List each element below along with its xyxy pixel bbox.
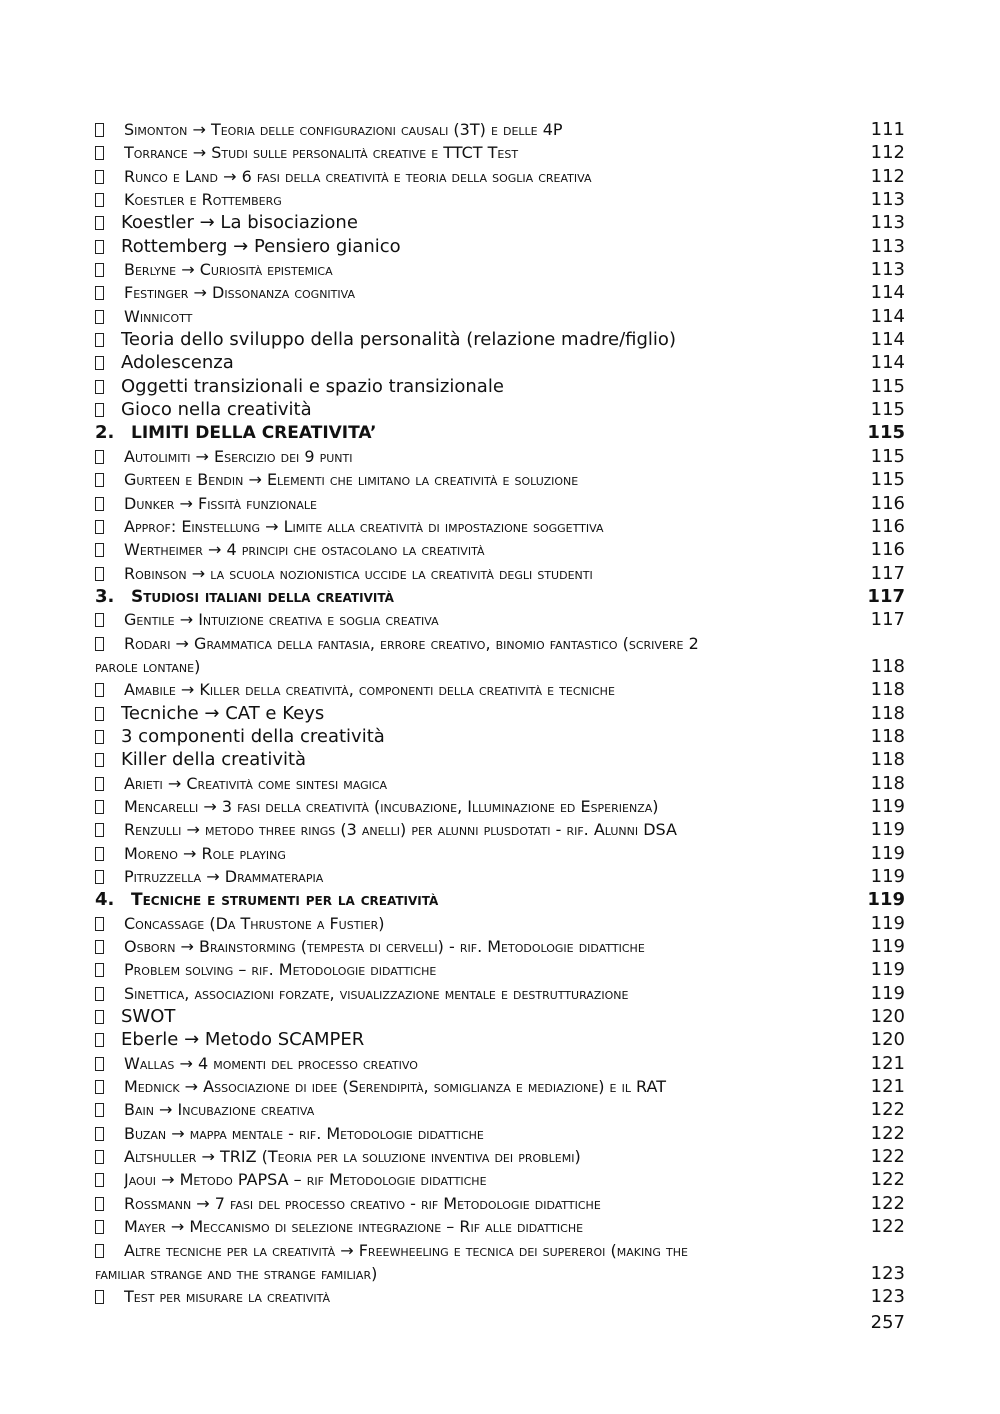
bullet-square-icon [95,1127,104,1141]
toc-section-heading[interactable] [95,888,905,911]
bullet-square-icon [95,1057,104,1071]
section-title: LIMITI DELLA CREATIVITA’ [131,423,377,444]
toc-entry-title: Mencarelli → 3 fasi della creatività (incubazione, Illuminazione ed Esperienza) [124,796,659,816]
bullet-square-icon [95,543,104,557]
toc-entry-title: Mednick → Associazione di idee (Serendipità, somiglianza e mediazione) e il RAT [124,1077,666,1097]
toc-entry-page-number: 118 [870,725,905,747]
toc-entry-page-number: 122 [870,1146,905,1168]
toc-entry-title: Killer della creatività [121,749,307,771]
toc-entry[interactable] [95,702,905,725]
toc-entry-page-number: 114 [870,352,905,374]
toc-entry-title: Renzulli → metodo three rings (3 anelli) per alunni plusdotati - rif. Alunni DSA [124,820,677,840]
toc-entry-page-number: 119 [870,795,905,817]
bullet-square-icon [95,380,104,394]
toc-entry-page-number: 115 [870,375,905,397]
toc-entry-title: Approf: Einstellung → Limite alla creatività di impostazione soggettiva [124,516,604,536]
toc-entry-page-number: 113 [870,189,905,211]
toc-entry[interactable] [95,281,905,304]
bullet-square-icon [95,450,104,464]
bullet-square-icon [95,940,104,954]
bullet-square-icon [95,123,104,137]
toc-entry-title: Tecniche → CAT e Keys [121,702,325,724]
bullet-square-icon [95,730,104,744]
toc-entry-title-continued: parole lontane) [95,656,201,676]
toc-entry-title: Test per misurare la creatività [124,1287,331,1307]
toc-entry[interactable] [95,1215,905,1238]
toc-entry-page-number: 123 [870,1262,905,1284]
bullet-square-icon [95,310,104,324]
section-number: 4. [95,889,115,911]
toc-entry[interactable] [95,468,905,491]
bullet-square-icon [95,1103,104,1117]
table-of-contents [95,118,905,1309]
toc-entry-title: Oggetti transizionali e spazio transizionale [121,375,504,397]
toc-entry[interactable] [95,1052,905,1075]
bullet-square-icon [95,356,104,370]
toc-entry-title: Arieti → Creatività come sintesi magica [124,773,388,793]
toc-entry[interactable] [95,1098,905,1121]
bullet-square-icon [95,870,104,884]
toc-entry-title: Concassage (Da Thrustone a Fustier) [124,913,385,933]
toc-entry-title: Gurteen e Bendin → Elementi che limitano la creatività e soluzione [124,470,579,490]
bullet-square-icon [95,497,104,511]
toc-entry[interactable] [95,538,905,561]
toc-entry-page-number: 115 [870,445,905,467]
toc-entry-title: Festinger → Dissonanza cognitiva [124,283,355,303]
toc-entry-page-number: 116 [870,539,905,561]
toc-entry-title: Altshuller → TRIZ (Teoria per la soluzione inventiva dei problemi) [124,1147,581,1167]
toc-entry-title: Dunker → Fissità funzionale [124,493,317,513]
toc-entry-page-number: 113 [870,235,905,257]
bullet-square-icon [95,847,104,861]
toc-entry-title: 3 componenti della creatività [121,725,385,747]
bullet-square-icon [95,263,104,277]
toc-entry-page-number: 120 [870,1006,905,1028]
toc-entry-page-number: 118 [870,772,905,794]
toc-section-heading[interactable] [95,421,905,444]
toc-entry-title: Rossmann → 7 fasi del processo creativo - rif Metodologie didattiche [124,1193,601,1213]
toc-entry[interactable] [95,678,905,701]
toc-entry-page-number: 121 [870,1076,905,1098]
bullet-square-icon [95,473,104,487]
toc-entry-title: Adolescenza [121,352,234,374]
toc-entry-page-number: 123 [870,1286,905,1308]
toc-entry-title: Mayer → Meccanismo di selezione integrazione – Rif alle didattiche [124,1217,584,1237]
toc-entry-page-number: 119 [870,936,905,958]
toc-section-heading[interactable] [95,585,905,608]
toc-entry-page-number: 114 [870,305,905,327]
toc-entry-title: Koestler → La bisociazione [121,212,358,234]
toc-entry-page-number: 119 [870,959,905,981]
toc-entry-page-number: 117 [870,609,905,631]
toc-entry-title: Autolimiti → Esercizio dei 9 punti [124,446,353,466]
toc-entry[interactable] [95,1075,905,1098]
toc-entry-title: Sinettica, associazioni forzate, visualizzazione mentale e destrutturazione [124,983,629,1003]
toc-entry[interactable] [95,725,905,748]
toc-entry-page-number: 121 [870,1052,905,1074]
bullet-square-icon [95,520,104,534]
bullet-square-icon [95,707,104,721]
toc-entry[interactable] [95,235,905,258]
toc-entry[interactable] [95,1028,905,1051]
toc-entry-title: Amabile → Killer della creatività, componenti della creatività e tecniche [124,680,615,700]
bullet-square-icon [95,1197,104,1211]
toc-entry-title: Pitruzzella → Drammaterapia [124,867,324,886]
bullet-square-icon [95,1010,104,1024]
bullet-square-icon [95,567,104,581]
bullet-square-icon [95,146,104,160]
toc-entry[interactable] [95,795,905,818]
toc-entry-title-continued: familiar strange and the strange familiar) [95,1263,378,1283]
bullet-square-icon [95,917,104,931]
section-page-number: 119 [867,889,905,911]
toc-entry-page-number: 119 [870,866,905,887]
toc-entry-title: Teoria dello sviluppo della personalità (relazione madre/figlio) [121,329,676,351]
bullet-square-icon [95,170,104,184]
bullet-square-icon [95,800,104,814]
bullet-square-icon [95,1173,104,1187]
toc-entry-page-number: 114 [870,329,905,351]
toc-entry-title: Problem solving – rif. Metodologie didattiche [124,960,437,980]
toc-entry-title: Eberle → Metodo SCAMPER [121,1029,365,1051]
toc-entry-page-number: 113 [870,259,905,281]
toc-entry[interactable] [95,398,905,421]
toc-entry[interactable] [95,912,905,935]
toc-entry[interactable] [95,1168,905,1191]
toc-entry[interactable] [95,445,905,468]
toc-entry[interactable] [95,1239,905,1262]
toc-entry[interactable] [95,351,905,374]
toc-entry-title: Simonton → Teoria delle configurazioni causali (3T) e delle 4P [124,120,563,139]
toc-entry[interactable] [95,818,905,841]
toc-entry-page-number: 122 [870,1216,905,1238]
toc-entry-title: Torrance → Studi sulle personalità creative e TTCT Test [124,143,519,163]
toc-entry-title: Rottemberg → Pensiero gianico [121,235,401,257]
toc-entry-title: Winnicott [124,306,193,326]
toc-entry-title: Rodari → Grammatica della fantasia, errore creativo, binomio fantastico (scrivere 2 [124,633,699,653]
toc-entry-page-number: 119 [870,982,905,1004]
toc-entry-page-number: 116 [870,515,905,537]
toc-entry-title: Buzan → mappa mentale - rif. Metodologie didattiche [124,1123,484,1143]
toc-entry[interactable] [95,632,905,655]
toc-entry[interactable] [95,375,905,398]
bullet-square-icon [95,963,104,977]
toc-entry[interactable] [95,1005,905,1028]
toc-entry-page-number: 120 [870,1029,905,1051]
section-title: Studiosi italiani della creatività [131,586,394,607]
toc-entry-page-number: 116 [870,492,905,514]
toc-entry-page-number: 119 [870,842,905,864]
toc-entry-title: Gioco nella creatività [121,399,312,421]
bullet-square-icon [95,403,104,417]
toc-entry[interactable] [95,211,905,234]
toc-entry-title: Altre tecniche per la creatività → Freewheeling e tecnica dei supereroi (making the [124,1240,688,1260]
toc-entry-page-number: 122 [870,1122,905,1144]
page-number: 257 [870,1312,905,1333]
bullet-square-icon [95,286,104,300]
toc-entry-page-number: 118 [870,749,905,771]
toc-entry-title: SWOT [121,1006,176,1028]
toc-entry-title: Osborn → Brainstorming (tempesta di cervelli) - rif. Metodologie didattiche [124,937,645,957]
toc-entry[interactable] [95,865,905,888]
bullet-square-icon [95,777,104,791]
toc-entry[interactable] [95,1285,905,1308]
bullet-square-icon [95,1220,104,1234]
toc-entry-page-number: 112 [870,142,905,164]
section-page-number: 117 [867,585,905,607]
toc-entry-page-number: 114 [870,282,905,304]
toc-entry[interactable] [95,258,905,281]
toc-entry[interactable] [95,1192,905,1215]
bullet-square-icon [95,193,104,207]
toc-entry-title: Bain → Incubazione creativa [124,1100,315,1120]
toc-entry-continuation[interactable] [95,655,905,678]
bullet-square-icon [95,1244,104,1258]
bullet-square-icon [95,823,104,837]
toc-entry-page-number: 118 [870,655,905,677]
toc-entry-title: Jaoui → Metodo PAPSA – rif Metodologie didattiche [124,1170,487,1190]
toc-entry-title: Moreno → Role playing [124,843,286,863]
bullet-square-icon [95,683,104,697]
toc-entry[interactable] [95,188,905,211]
bullet-square-icon [95,613,104,627]
toc-entry[interactable] [95,492,905,515]
toc-entry[interactable] [95,328,905,351]
toc-entry[interactable] [95,515,905,538]
toc-entry[interactable] [95,958,905,981]
toc-entry-title: Robinson → la scuola nozionistica uccide la creatività degli studenti [124,563,593,583]
toc-entry-page-number: 122 [870,1169,905,1191]
toc-entry[interactable] [95,562,905,585]
bullet-square-icon [95,216,104,230]
toc-entry[interactable] [95,141,905,164]
toc-entry-page-number: 122 [870,1099,905,1121]
toc-entry-page-number: 115 [870,469,905,491]
toc-entry[interactable] [95,165,905,188]
bullet-square-icon [95,333,104,347]
bullet-square-icon [95,1290,104,1304]
toc-entry-title: Wallas → 4 momenti del processo creativo [124,1053,418,1073]
toc-entry[interactable] [95,608,905,631]
section-page-number: 115 [867,422,905,444]
toc-entry-page-number: 112 [870,165,905,187]
section-number: 2. [95,422,115,444]
toc-entry-title: Runco e Land → 6 fasi della creatività e teoria della soglia creativa [124,166,592,186]
bullet-square-icon [95,987,104,1001]
toc-entry[interactable] [95,1122,905,1145]
toc-entry-page-number: 118 [870,679,905,701]
toc-entry[interactable] [95,305,905,328]
toc-entry-page-number: 119 [870,912,905,934]
toc-entry-title: Berlyne → Curiosità epistemica [124,260,333,280]
toc-entry[interactable] [95,1145,905,1168]
toc-entry-page-number: 113 [870,212,905,234]
toc-entry-page-number: 122 [870,1192,905,1214]
toc-entry-title: Wertheimer → 4 principi che ostacolano la creatività [124,540,485,560]
toc-entry-page-number: 111 [870,119,905,140]
toc-entry[interactable] [95,772,905,795]
toc-entry-title: Koestler e Rottemberg [124,190,282,210]
bullet-square-icon [95,1033,104,1047]
bullet-square-icon [95,637,104,651]
section-title: Tecniche e strumenti per la creatività [131,890,439,911]
toc-entry-page-number: 119 [870,819,905,841]
toc-entry[interactable] [95,118,905,141]
bullet-square-icon [95,240,104,254]
section-number: 3. [95,585,115,607]
toc-entry-page-number: 118 [870,702,905,724]
toc-entry[interactable] [95,842,905,865]
toc-entry[interactable] [95,748,905,771]
bullet-square-icon [95,753,104,767]
toc-entry[interactable] [95,982,905,1005]
toc-entry-page-number: 115 [870,399,905,421]
toc-entry-page-number: 117 [870,562,905,584]
bullet-square-icon [95,1080,104,1094]
toc-entry[interactable] [95,935,905,958]
toc-entry-continuation[interactable] [95,1262,905,1285]
bullet-square-icon [95,1150,104,1164]
toc-entry-title: Gentile → Intuizione creativa e soglia creativa [124,610,439,630]
